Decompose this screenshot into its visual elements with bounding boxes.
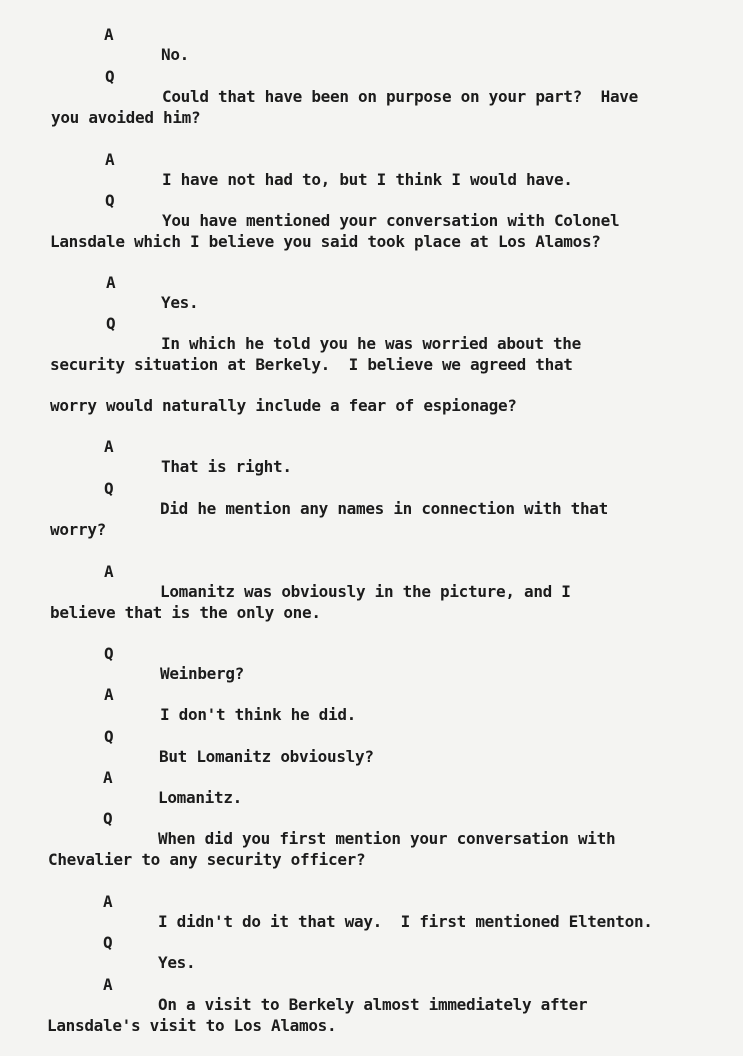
speaker-marker: Q — [105, 191, 115, 210]
line-text: I have not had to, but I think I would have. — [162, 170, 573, 189]
speaker-marker: Q — [103, 933, 113, 952]
line-text: Weinberg? — [160, 664, 244, 683]
speaker-marker: A — [106, 273, 116, 292]
speaker-marker: Q — [104, 727, 114, 746]
line-text: In which he told you he was worried about the — [161, 334, 581, 353]
line-text: Yes. — [158, 953, 196, 972]
speaker-marker: A — [103, 975, 113, 994]
line-text: But Lomanitz obviously? — [159, 747, 374, 766]
line-text: You have mentioned your conversation with Colonel — [162, 211, 620, 230]
line-text: Chevalier to any security officer? — [48, 850, 366, 869]
speaker-marker: Q — [105, 67, 115, 86]
transcript-line — [0, 996, 337, 1056]
line-text: Lansdale's visit to Los Alamos. — [47, 1016, 337, 1035]
speaker-marker: A — [105, 150, 115, 169]
line-text: you avoided him? — [51, 108, 201, 127]
line-text: Yes. — [161, 293, 199, 312]
speaker-marker: A — [104, 25, 114, 44]
line-text: On a visit to Berkely almost immediately after — [158, 995, 588, 1014]
speaker-marker: A — [104, 437, 114, 456]
line-text: security situation at Berkely. I believe we agreed that — [50, 355, 573, 374]
line-text: Could that have been on purpose on your part? Have — [162, 87, 638, 106]
speaker-marker: A — [103, 768, 113, 787]
line-text: worry would naturally include a fear of espionage? — [50, 396, 517, 415]
speaker-marker: Q — [104, 644, 114, 663]
line-text: Lomanitz was obviously in the picture, and I — [160, 582, 571, 601]
speaker-marker: A — [103, 892, 113, 911]
line-text: No. — [161, 45, 189, 64]
speaker-marker: A — [104, 685, 114, 704]
line-text: Lansdale which I believe you said took place at Los Alamos? — [50, 232, 601, 251]
speaker-marker: A — [104, 562, 114, 581]
line-text: That is right. — [161, 457, 292, 476]
speaker-marker: Q — [106, 314, 116, 333]
speaker-marker: Q — [104, 479, 114, 498]
line-text: worry? — [50, 520, 106, 539]
line-text: Lomanitz. — [158, 788, 242, 807]
speaker-marker: Q — [103, 809, 113, 828]
line-text: I don't think he did. — [160, 705, 356, 724]
line-text: I didn't do it that way. I first mentioned Eltenton. — [158, 912, 653, 931]
line-text: Did he mention any names in connection with that — [160, 499, 608, 518]
line-text: When did you first mention your conversation with — [158, 829, 616, 848]
line-text: believe that is the only one. — [50, 603, 321, 622]
